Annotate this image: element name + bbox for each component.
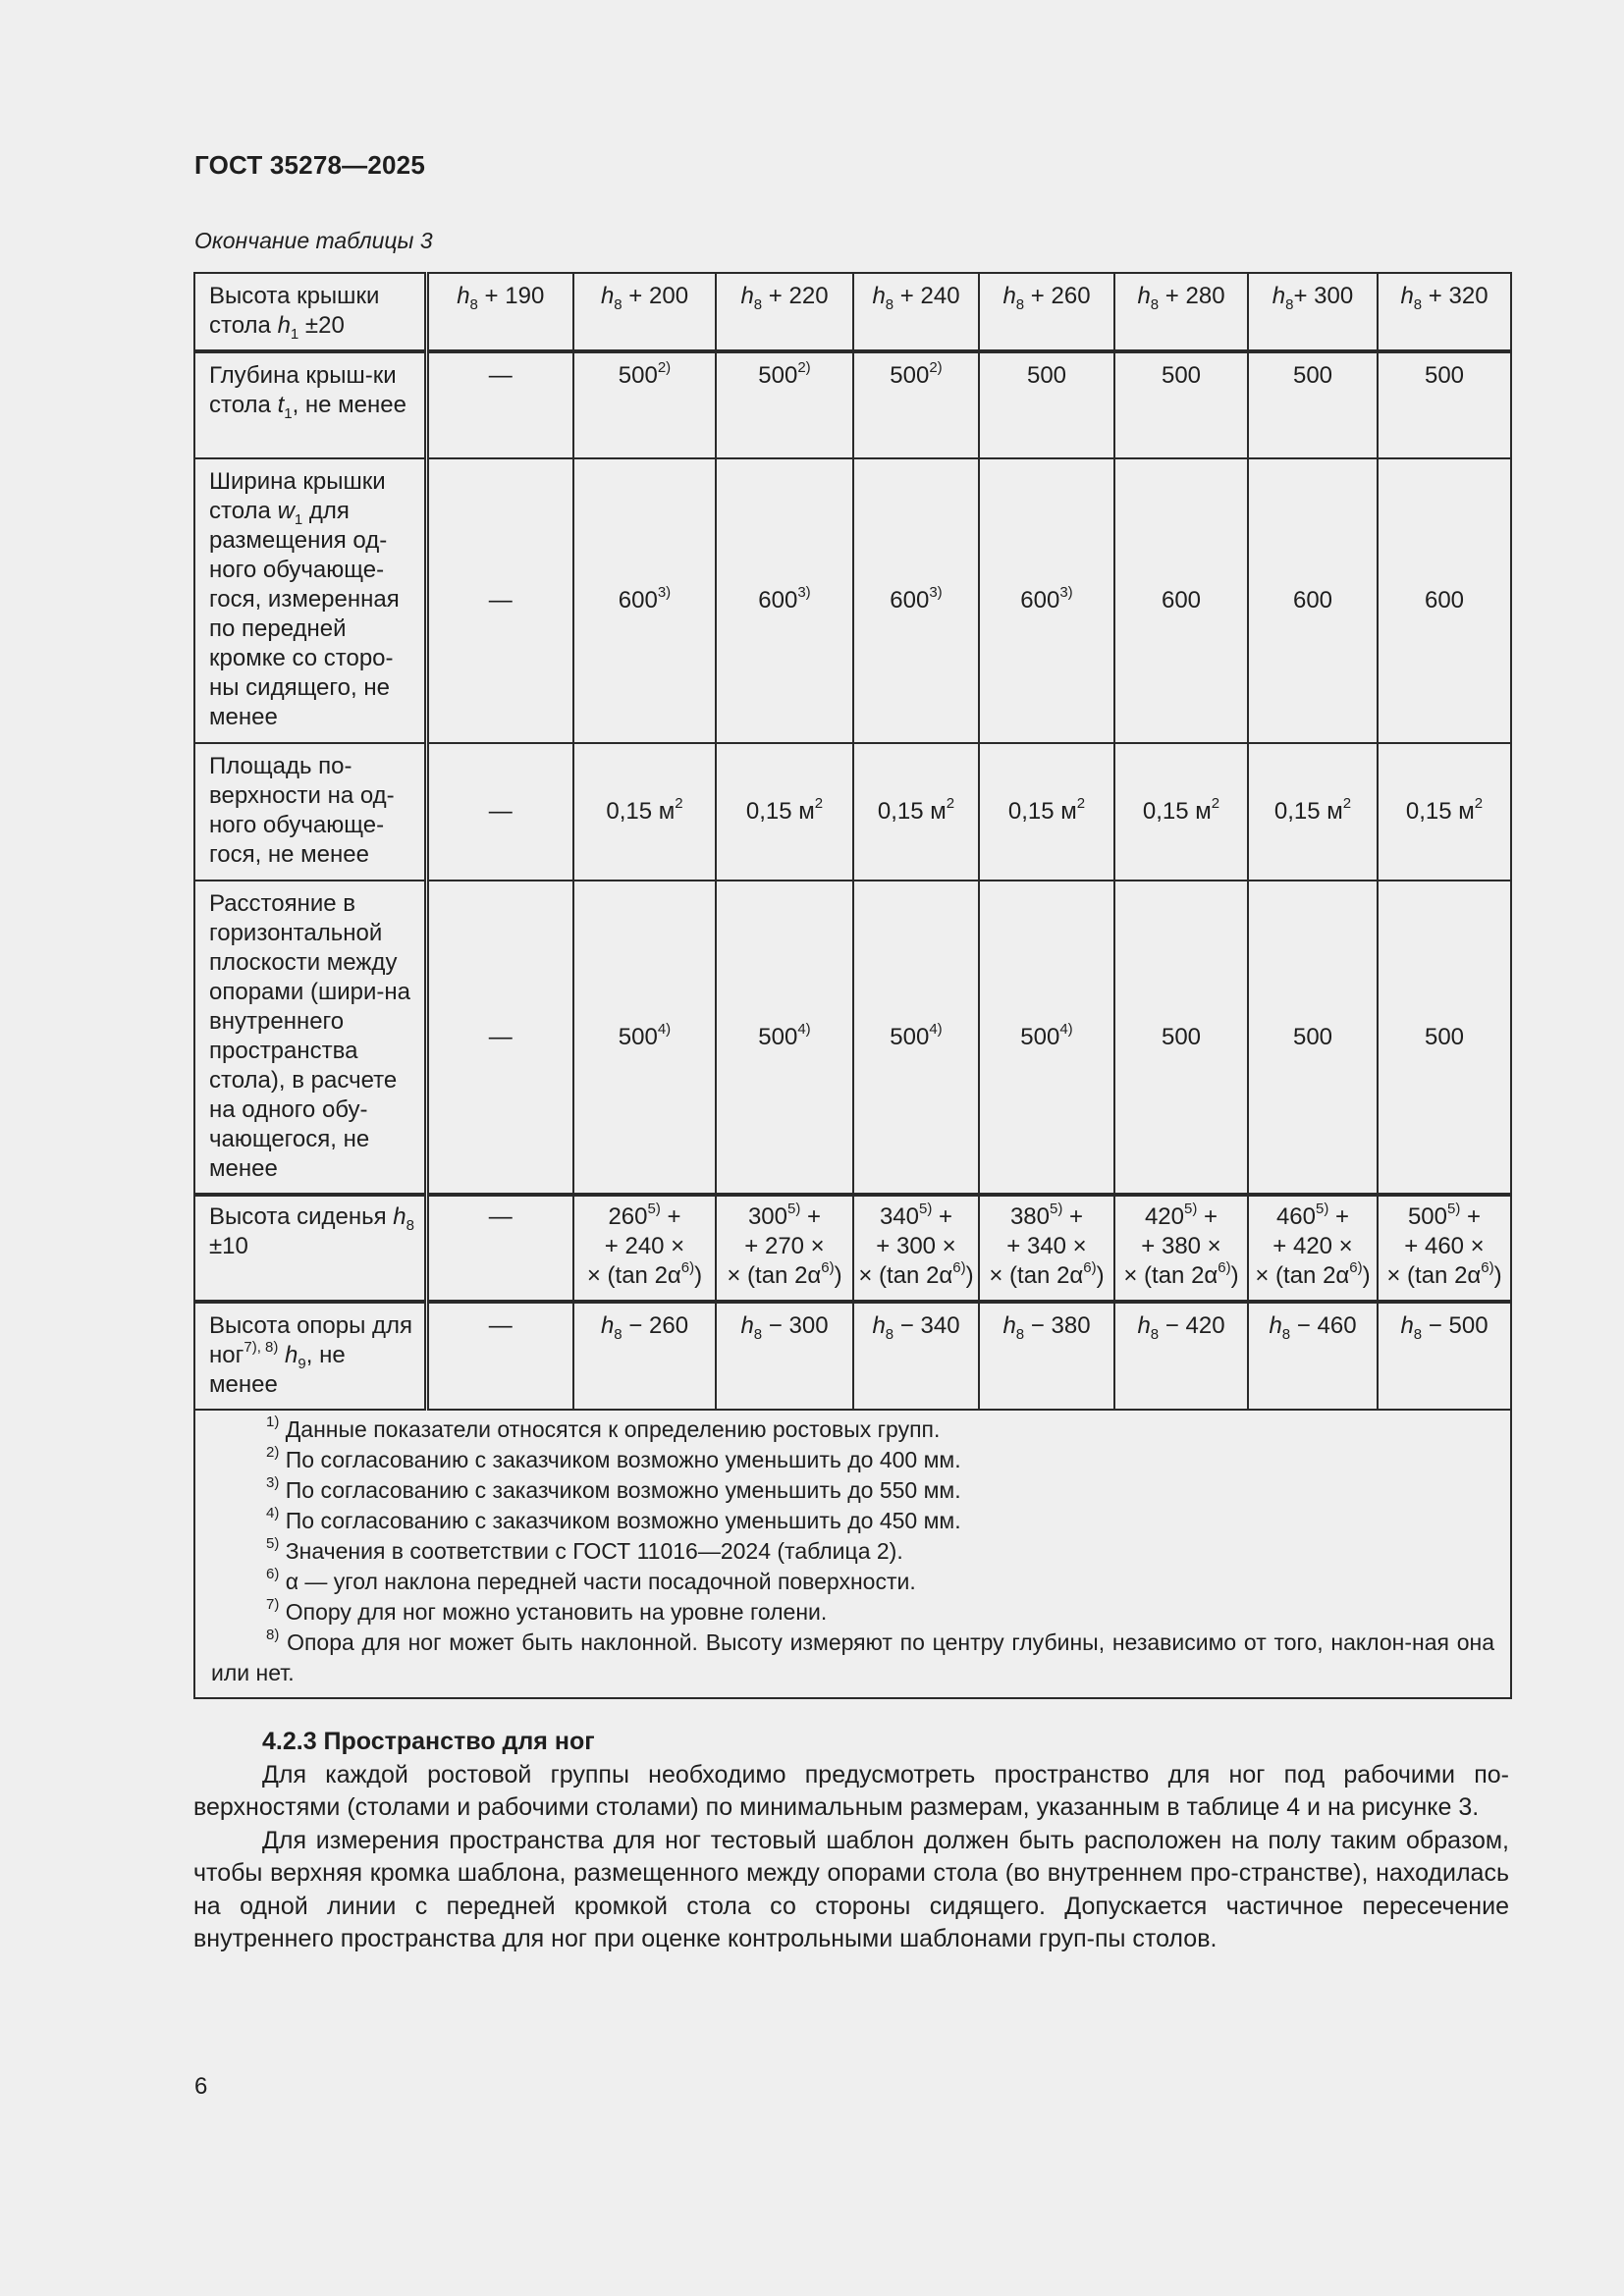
row-label: Высота сиденья $h_8 \pm 10$ <box>194 1195 426 1302</box>
table-cell: $h_8 + 280$ <box>1114 273 1248 351</box>
table-cell: 0,15 $м^2$ <box>573 743 716 881</box>
table-cell: — <box>426 1302 573 1410</box>
footnote: $^{1)}$ Данные показатели относятся к определению ростовых групп. <box>266 1414 941 1442</box>
table-cell: $h_8 - 420$ <box>1114 1302 1248 1410</box>
table-cell: $h_8 + 190$ <box>426 273 573 351</box>
table-cell: — <box>426 458 573 743</box>
table-cell: 600 <box>1248 458 1378 743</box>
table-cell: $380^{5)}$ + + 340 × × (tan $2\alpha^{6)}$) <box>979 1195 1114 1302</box>
page-number: 6 <box>194 2073 208 2100</box>
table-cell: 500$^{4)}$ <box>853 881 979 1195</box>
section-heading: 4.2.3 Пространство для ног <box>262 1728 595 1755</box>
table-cell: — <box>426 881 573 1195</box>
paragraph: Для каждой ростовой группы необходимо предусмотреть пространство для ног под рабочими по-верхностями (столами и рабочими столами) по минимальным размерам, указанным в таблице 4 и на рисунке 3. <box>193 1760 1509 1821</box>
table-cell: — <box>426 351 573 458</box>
document-number: ГОСТ 35278—2025 <box>194 150 425 180</box>
table-cell: 600$^{3)}$ <box>716 458 853 743</box>
specification-table <box>193 272 1512 1699</box>
paragraph: Для измерения пространства для ног тестовый шаблон должен быть расположен на полу таким образом, чтобы верхняя кромка шаблона, размещенного между опорами стола (во внутреннем про-странстве), находилась на одной линии с передней кромкой стола со стороны сидящего. Допускается частичное пересечение внутреннего пространства для ног при оценке контрольными шаблонами груп-пы столов. <box>193 1826 1509 1952</box>
table-footnotes-row <box>194 1410 1511 1698</box>
table-cell: 500$^{2)}$ <box>573 351 716 458</box>
table-cell: 600$^{3)}$ <box>853 458 979 743</box>
footnote: $^{7)}$ Опору для ног можно установить на уровне голени. <box>266 1596 828 1625</box>
table-cell: $h_8 - 380$ <box>979 1302 1114 1410</box>
table-cell: 500$^{4)}$ <box>716 881 853 1195</box>
table-cell: $h_8 + 260$ <box>979 273 1114 351</box>
table-cell: $h_8 - 460$ <box>1248 1302 1378 1410</box>
row-table-distance <box>194 881 1511 1195</box>
table-cell: 0,15 $м^2$ <box>1378 743 1511 881</box>
row-table-depth <box>194 351 1511 458</box>
table-cell: $h_8 - 260$ <box>573 1302 716 1410</box>
footnote: $^{8)}$ Опора для ног может быть наклонной. Высоту измеряют по центру глубины, независимо от того, наклон-ная она или нет. <box>211 1627 1494 1685</box>
row-label: Высота опоры для ног$^{7), 8)}$ $h_9$, не менее <box>194 1302 426 1410</box>
table-caption: Окончание таблицы 3 <box>194 228 433 253</box>
row-label: Глубина крыш-ки стола $t_1$, не менее <box>194 351 426 458</box>
row-table-width <box>194 458 1511 743</box>
footnote: $^{4)}$ По согласованию с заказчиком возможно уменьшить до 450 мм. <box>266 1505 961 1533</box>
table-cell: $h_8 + 320$ <box>1378 273 1511 351</box>
table-cell: $460^{5)}$ + + 420 × × (tan $2\alpha^{6)}$) <box>1248 1195 1378 1302</box>
table-cell: 600$^{3)}$ <box>573 458 716 743</box>
row-label: Высота крышки стола $h_1 \pm 20$ <box>194 273 426 351</box>
section-leg-space <box>193 1726 1509 1956</box>
footnote: $^{2)}$ По согласованию с заказчиком возможно уменьшить до 400 мм. <box>266 1444 961 1472</box>
table-cell: $340^{5)}$ + + 300 × × (tan $2\alpha^{6)}$) <box>853 1195 979 1302</box>
row-table-area <box>194 743 1511 881</box>
table-cell: 500 <box>979 351 1114 458</box>
row-seat-height <box>194 1195 1511 1302</box>
table-cell: 500$^{2)}$ <box>716 351 853 458</box>
row-label: Расстояние в горизонтальной плоскости между опорами (шири-на внутреннего пространства стола), в расчете на одного обу-чающегося, не менее <box>194 881 426 1195</box>
table-cell: 500$^{4)}$ <box>573 881 716 1195</box>
table-cell: $h_8+ 300$ <box>1248 273 1378 351</box>
table-cell: 500 <box>1378 881 1511 1195</box>
row-label: Ширина крышки стола $w_1$ для размещения од-ного обучающе-гося, измеренная по передней кромке со сторо-ны сидящего, не менее <box>194 458 426 743</box>
table-cell: 500 <box>1114 881 1248 1195</box>
table-cell: 600$^{3)}$ <box>979 458 1114 743</box>
footnote: $^{5)}$ Значения в соответствии с ГОСТ 11016—2024 (таблица 2). <box>266 1535 903 1564</box>
table-cell: 0,15 $м^2$ <box>1114 743 1248 881</box>
table-cell: 600 <box>1378 458 1511 743</box>
table-cell: 0,15 $м^2$ <box>979 743 1114 881</box>
row-label: Площадь по-верхности на од-ного обучающе-гося, не менее <box>194 743 426 881</box>
table-cell: 0,15 $м^2$ <box>853 743 979 881</box>
table-cell: $420^{5)}$ + + 380 × × (tan $2\alpha^{6)}$) <box>1114 1195 1248 1302</box>
table-cell: 0,15 $м^2$ <box>1248 743 1378 881</box>
table-cell: 500$^{2)}$ <box>853 351 979 458</box>
table-cell: $h_8 + 240$ <box>853 273 979 351</box>
table-cell: $260^{5)}$ + + 240 × × (tan $2\alpha^{6)}$) <box>573 1195 716 1302</box>
table-cell: 500 <box>1248 351 1378 458</box>
table-cell: $h_8 - 500$ <box>1378 1302 1511 1410</box>
table-cell: $h_8 - 340$ <box>853 1302 979 1410</box>
table-cell: $h_8 + 220$ <box>716 273 853 351</box>
table-footnotes <box>194 1410 1511 1698</box>
row-table-height <box>194 273 1511 351</box>
footnote: $^{6)}$ α — угол наклона передней части посадочной поверхности. <box>266 1566 916 1594</box>
table-cell: 500 <box>1248 881 1378 1195</box>
table-cell: — <box>426 1195 573 1302</box>
table-cell: 500 <box>1378 351 1511 458</box>
table-cell: $300^{5)}$ + + 270 × × (tan $2\alpha^{6)}$) <box>716 1195 853 1302</box>
table-cell: 0,15 $м^2$ <box>716 743 853 881</box>
table-cell: $h_8 - 300$ <box>716 1302 853 1410</box>
table-cell: 500 <box>1114 351 1248 458</box>
table-cell: $h_8 + 200$ <box>573 273 716 351</box>
row-footrest-height <box>194 1302 1511 1410</box>
table-cell: 500$^{4)}$ <box>979 881 1114 1195</box>
table-cell: 600 <box>1114 458 1248 743</box>
table-cell: — <box>426 743 573 881</box>
table-cell: $500^{5)}$ + + 460 × × (tan $2\alpha^{6)}$) <box>1378 1195 1511 1302</box>
footnote: $^{3)}$ По согласованию с заказчиком возможно уменьшить до 550 мм. <box>266 1474 961 1503</box>
